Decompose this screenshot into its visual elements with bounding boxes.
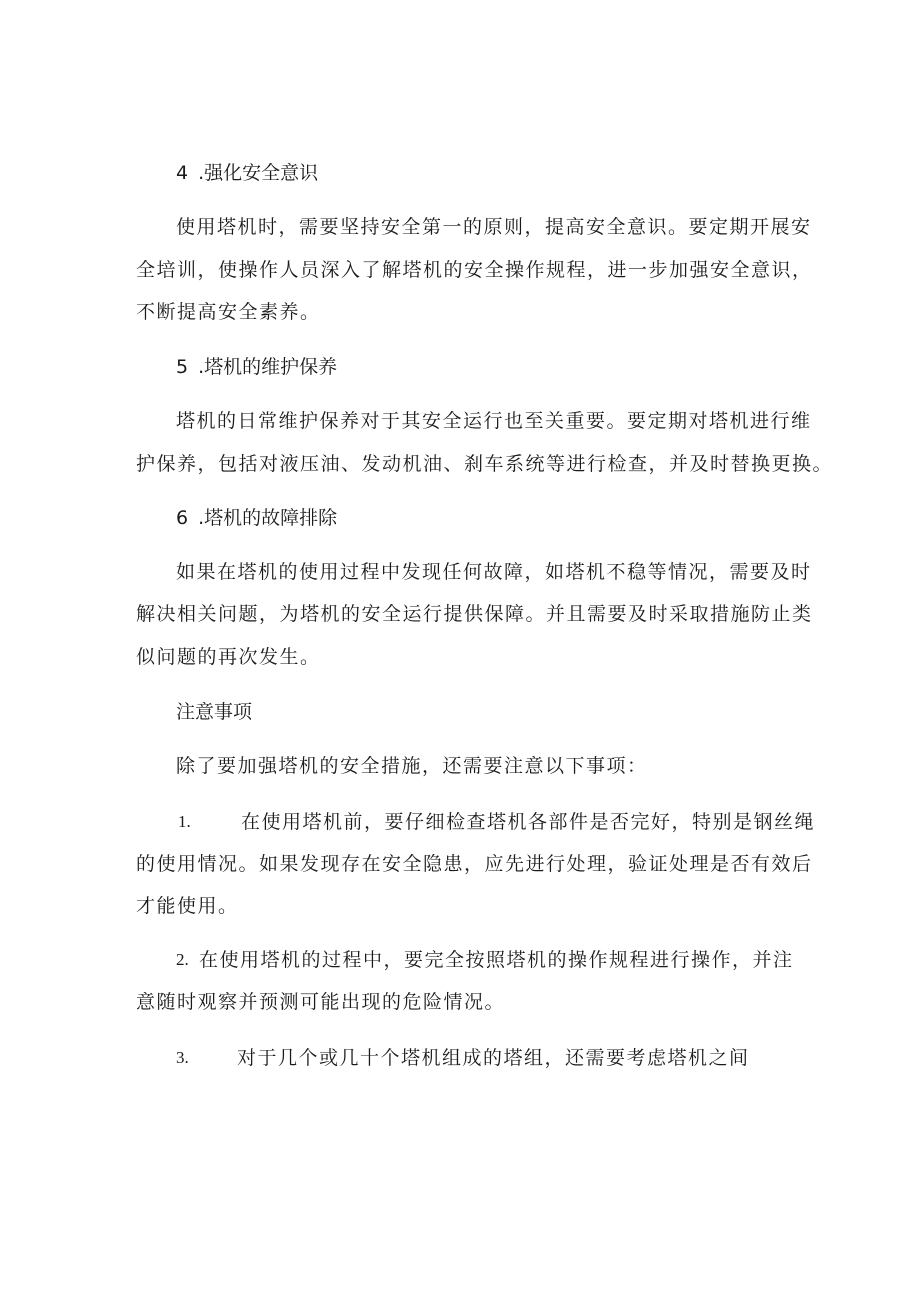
- note-3-number: 3.: [176, 1048, 189, 1067]
- section-5-heading: [176, 355, 337, 379]
- section-4-title: .强化安全意识: [198, 162, 319, 184]
- note-2-line-1: 在使用塔机的过程中，要完全按照塔机的操作规程进行操作，并注: [199, 949, 794, 971]
- section-4-line-1: 使用塔机时，需要坚持安全第一的原则，提高安全意识。要定期开展安: [176, 216, 812, 238]
- section-5-line-2: 护保养，包括对液压油、发动机油、刹车系统等进行检查，并及时替换更换。: [136, 453, 834, 475]
- section-4-line-2: 全培训，使操作人员深入了解塔机的安全操作规程，进一步加强安全意识，: [136, 259, 813, 281]
- section-6-heading: [176, 506, 337, 530]
- section-6-number: 6: [176, 507, 189, 529]
- note-2-line-2: 意随时观察并预测可能出现的危险情况。: [136, 991, 506, 1013]
- notes-intro: 除了要加强塔机的安全措施，还需要注意以下事项：: [176, 755, 648, 777]
- section-5-number: 5: [176, 356, 189, 378]
- note-1-line-2: 的使用情况。如果发现存在安全隐患，应先进行处理，验证处理是否有效后: [136, 853, 813, 875]
- section-6-line-3: 似问题的再次发生。: [136, 646, 321, 668]
- note-2-number: 2.: [176, 950, 189, 969]
- section-4-number: 4: [176, 162, 189, 184]
- section-6-title: .塔机的故障排除: [198, 507, 338, 529]
- section-5-title: .塔机的维护保养: [198, 356, 338, 378]
- section-4-heading: [176, 161, 318, 185]
- section-6-line-1: 如果在塔机的使用过程中发现任何故障，如塔机不稳等情况，需要及时: [176, 561, 812, 583]
- note-1-line-1: 在使用塔机前，要仔细检查塔机各部件是否完好，特别是钢丝绳: [241, 811, 816, 833]
- section-4-line-3: 不断提高安全素养。: [136, 301, 321, 323]
- note-1-number: 1.: [178, 812, 191, 831]
- section-6-line-2: 解决相关问题，为塔机的安全运行提供保障。并且需要及时采取措施防止类: [136, 603, 813, 625]
- note-1-line-3: 才能使用。: [136, 895, 239, 917]
- note-3-line-1: 对于几个或几十个塔机组成的塔组，还需要考虑塔机之间: [237, 1047, 750, 1069]
- notes-heading: 注意事项: [176, 701, 253, 723]
- section-5-line-1: 塔机的日常维护保养对于其安全运行也至关重要。要定期对塔机进行维: [176, 410, 812, 432]
